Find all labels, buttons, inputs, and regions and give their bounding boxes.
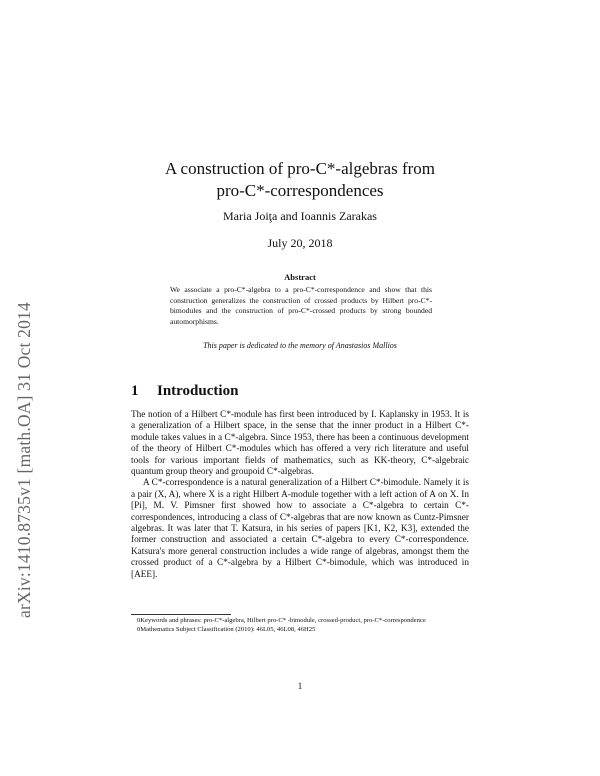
introduction-body <box>131 410 469 581</box>
section-title: Introduction <box>157 383 239 399</box>
date: July 20, 2018 <box>267 236 333 250</box>
dedication: This paper is dedicated to the memory of Anastasios Mallios <box>203 341 397 350</box>
footnotes <box>131 617 469 635</box>
paragraph-2: A C*-correspondence is a natural generalization of a Hilbert C*-bimodule. Namely it is a pair (X, A), where X is a right Hilbert A-module together with a left action of A on X. In [Pi], M. V. Pimsner first showed how to associate a C*-algebra to certain C*-correspondences, introducing a class of C*-algebras that are now known as Cuntz-Pimsner algebras. It was later that T. Katsura, in his series of papers [K1, K2, K3], extended the former construction and associated a certain C*-algebra to every C*-correspondence. Katsura's more general construction includes a wide range of algebras, amongst them the crossed product of a C*-algebra by a Hilbert C*-bimodule, which was introduced in [AEE]. <box>131 478 469 580</box>
page-number: 1 <box>297 681 303 691</box>
footnote-rule <box>131 614 231 615</box>
title-line-2: pro-C*-correspondences <box>216 181 384 200</box>
paper-title <box>100 158 500 202</box>
arxiv-identifier: arXiv:1410.8735v1 [math.OA] 31 Oct 2014 <box>14 302 34 618</box>
footnote-keywords: 0Keywords and phrases: pro-C*-algebra, Hilbert pro-C* -bimodule, crossed-product, pro-C*-correspondence <box>137 617 426 624</box>
abstract-text: We associate a pro-C*-algebra to a pro-C*-correspondence and show that this construction generalizes the construction of crossed products by Hilbert pro-C*-bimodules and the construction of pro-C*-crossed products by strong bounded automorphisms. <box>170 285 432 326</box>
paragraph-1: The notion of a Hilbert C*-module has first been introduced by I. Kaplansky in 1953. It is a generalization of a Hilbert space, in the sense that the inner product in a Hilbert C*-module takes values in a C*-algebra. Since 1953, there has been a continuous development of the theory of Hilbert C*-modules which has offered a very rich literature and useful tools for various important fields of mathematics, such as KK-theory, C*-algebraic quantum group theory and groupoid C*-algebras. <box>131 410 469 478</box>
abstract-heading: Abstract <box>284 272 316 282</box>
authors: Maria Joiţa and Ioannis Zarakas <box>223 209 377 223</box>
title-line-1: A construction of pro-C*-algebras from <box>164 159 436 178</box>
section-heading <box>131 383 238 400</box>
section-number: 1 <box>131 383 139 399</box>
footnote-msc: 0Mathematics Subject Classification (2010): 46L05, 46L08, 46H25 <box>137 625 316 633</box>
